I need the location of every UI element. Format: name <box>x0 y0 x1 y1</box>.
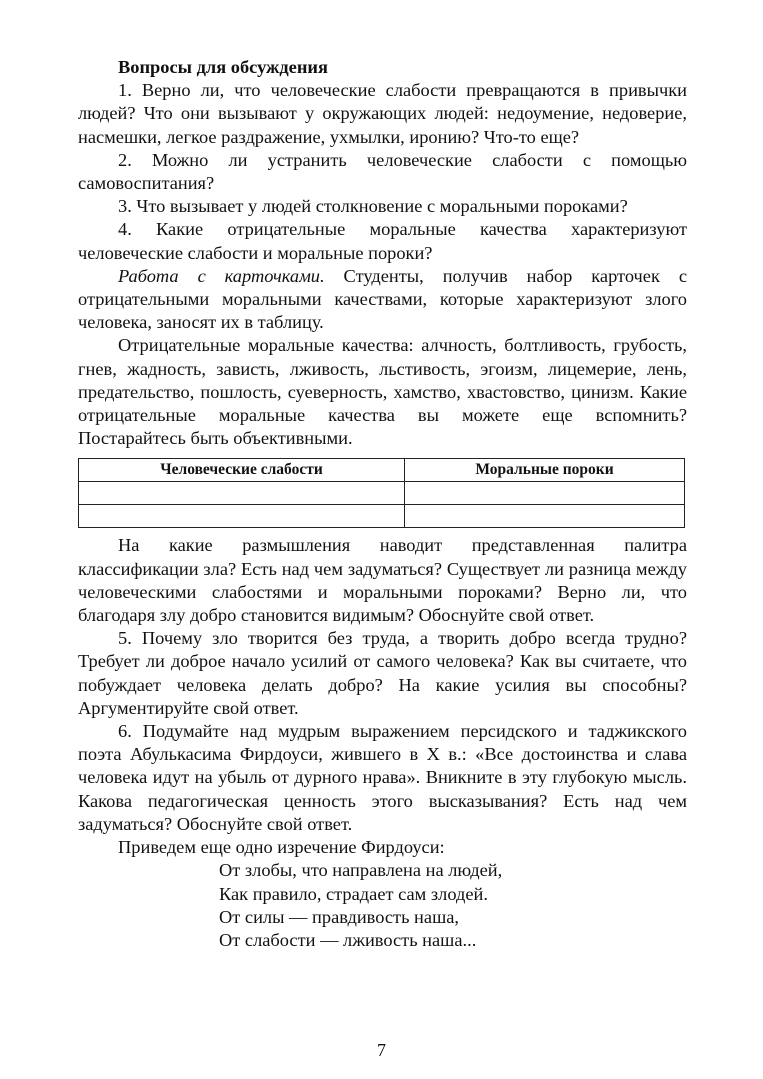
verse-line: Как правило, страдает сам злодей. <box>219 883 488 904</box>
reflection-paragraph: На какие размышления наводит представленная палитра классификации зла? Есть над чем задуматься? Существует ли разница между человеческими слабостями и моральными пороками? Верно ли, что благодаря злу добро становится видимым? Обоснуйте свой ответ. <box>78 535 687 626</box>
cards-paragraph <box>78 265 687 335</box>
question-1: 1. Верно ли, что человеческие слабости превращаются в привычки людей? Что они вызывают у окружающих людей: недоумение, недоверие, насмешки, легкое раздражение, ухмылки, иронию? Что-то еще? <box>78 80 687 147</box>
verse-line: От силы — правдивость наша, <box>219 906 459 927</box>
table-cell <box>405 482 685 505</box>
table-row <box>79 505 685 528</box>
qualities-paragraph: Отрицательные моральные качества: алчность, болтливость, грубость, гнев, жадность, зависть, лживость, льстивость, эгоизм, лицемерие, лень, предательство, пошлость, суеверность, хамство, хвастовство, цинизм. Какие отрицательные моральные качества вы можете еще вспомнить? Постарайтесь быть объективными. <box>78 335 687 449</box>
section-heading: Вопросы для обсуждения <box>118 57 328 77</box>
table-cell <box>79 482 405 505</box>
table-header-row <box>79 459 685 482</box>
page-body <box>78 56 687 952</box>
question-4: 4. Какие отрицательные моральные качества характеризуют человеческие слабости и моральные пороки? <box>78 219 687 263</box>
table-header-vices: Моральные пороки <box>405 459 685 482</box>
question-2: 2. Можно ли устранить человеческие слабости с помощью самовоспитания? <box>78 149 687 194</box>
question-6: 6. Подумайте над мудрым выражением персидского и таджикского поэта Абулькасима Фирдоуси, жившего в X в.: «Все достоинства и слава человека идут на убыль от дурного нрава». Вникните в эту глубокую мысль. Какова педагогическая ценность этого высказывания? Есть над чем задуматься? Обоснуйте свой ответ. <box>78 721 687 834</box>
cards-text: Студенты, получив набор карточек с отрицательными моральными качествами, которые характеризуют злого человека, заносят их в таблицу. <box>78 265 687 333</box>
cards-label: Работа с карточками. <box>118 265 325 286</box>
verse-block <box>219 859 687 952</box>
question-3: 3. Что вызывает у людей столкновение с моральными пороками? <box>118 196 628 217</box>
table-row <box>79 482 685 505</box>
table-header-weaknesses: Человеческие слабости <box>79 459 405 482</box>
question-5: 5. Почему зло творится без труда, а творить добро всегда трудно? Требует ли доброе начало усилий от самого человека? Как вы считаете, что побуждает человека делать добро? На какие усилия вы способны? Аргументируйте свой ответ. <box>78 628 687 718</box>
table-cell <box>79 505 405 528</box>
verse-line: От злобы, что направлена на людей, <box>219 860 503 881</box>
qualities-table <box>78 458 685 528</box>
table-cell <box>405 505 685 528</box>
verse-line: От слабости — лживость наша... <box>219 929 477 950</box>
quote-intro: Приведем еще одно изречение Фирдоуси: <box>118 837 445 858</box>
page-number: 7 <box>377 1040 386 1060</box>
